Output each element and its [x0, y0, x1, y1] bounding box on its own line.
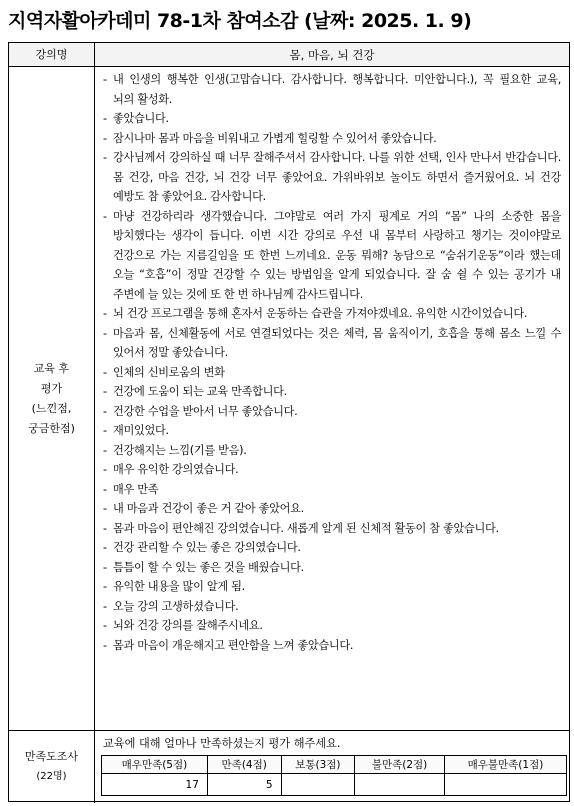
score-value-1	[444, 774, 566, 796]
lecture-name-value: 몸, 마음, 뇌 건강	[289, 47, 375, 62]
comment-item: - 뇌 건강 프로그램을 통해 혼자서 운동하는 습관을 가져야겠네요. 유익한 시간이었습니다.	[101, 304, 561, 324]
comment-item: - 건강한 수업을 받아서 너무 좋았습니다.	[101, 402, 561, 422]
satisfaction-row	[9, 731, 569, 803]
evaluation-label-line: 교육 후	[33, 361, 70, 375]
comment-item: - 매우 유익한 강의였습니다.	[101, 460, 561, 480]
comment-item: - 좋았습니다.	[101, 109, 561, 129]
evaluation-comments	[95, 67, 569, 730]
score-header-1: 매우불만족(1점)	[444, 756, 566, 774]
comment-item: - 건강에 도움이 되는 교육 만족합니다.	[101, 382, 561, 402]
satisfaction-label	[9, 731, 95, 803]
comment-item: - 내 인생의 행복한 인생(고맙습니다. 감사합니다. 행복합니다. 미안합니다.), 꼭 필요한 교육, 뇌의 활성화.	[101, 70, 561, 109]
evaluation-label-line: (느낀점,	[31, 401, 72, 415]
comment-item: - 건강 관리할 수 있는 좋은 강의였습니다.	[101, 538, 561, 558]
score-value-5: 17	[102, 774, 208, 796]
comment-list	[95, 67, 569, 655]
lecture-name-label: 강의명	[9, 43, 95, 66]
satisfaction-label-text: 만족도조사	[24, 750, 79, 763]
survey-table	[8, 42, 570, 802]
satisfaction-question: 교육에 대해 얼마나 만족하셨는지 평가 해주세요.	[103, 737, 341, 750]
comment-item: - 몸과 마음이 개운해지고 편안함을 느껴 좋았습니다.	[101, 636, 561, 656]
evaluation-label-line: 평가	[40, 381, 63, 395]
comment-item: - 재미있었다.	[101, 421, 561, 441]
satisfaction-score-table	[101, 755, 567, 796]
score-value-4: 5	[207, 774, 281, 796]
score-header-5: 매우만족(5점)	[102, 756, 208, 774]
comment-item: - 매우 만족	[101, 480, 561, 500]
comment-item: - 오늘 강의 고생하셨습니다.	[101, 597, 561, 617]
comment-item: - 인체의 신비로움의 변화	[101, 363, 561, 383]
score-value-2	[355, 774, 445, 796]
score-value-row	[102, 774, 567, 796]
respondent-count: (22명)	[36, 771, 67, 782]
score-header-2: 불만족(2점)	[355, 756, 445, 774]
comment-item: - 몸과 마음이 편안해진 강의였습니다. 새롭게 알게 된 신체적 활동이 참 좋았습니다.	[101, 519, 561, 539]
score-value-3	[281, 774, 355, 796]
comment-item: - 잠시나마 몸과 마음을 비워내고 가볍게 힐링할 수 있어서 좋았습니다.	[101, 129, 561, 149]
comment-item: - 내 마음과 건강이 좋은 거 같아 좋았어요.	[101, 499, 561, 519]
evaluation-label-line: 궁금한점)	[28, 421, 75, 435]
evaluation-row	[9, 67, 569, 731]
document-title: 지역자활아카데미 78-1차 참여소감 (날짜: 2025. 1. 9)	[8, 10, 472, 32]
score-header-row	[102, 756, 567, 774]
score-header-4: 만족(4점)	[207, 756, 281, 774]
score-header-3: 보통(3점)	[281, 756, 355, 774]
comment-item: - 건강해지는 느낌(기를 받음).	[101, 441, 561, 461]
comment-item: - 강사님께서 강의하실 때 너무 잘해주셔서 감사합니다. 나를 위한 선택, 인사 만나서 반갑습니다. 몸 건강, 마음 건강, 뇌 건강 너무 좋았어요. 가위바위보 놀이도 하면서 즐거웠어요. 뇌 건강 예방도 참 좋았어요. 감사합니다.	[101, 148, 561, 207]
comment-item: - 마냥 건강하리라 생각했습니다. 그야말로 여러 가지 핑계로 거의 “몸” 나의 소중한 몸을 방치했다는 생각이 듭니다. 이번 시간 강의로 우선 내 몸부터 사랑하고 챙기는 것이야말로 건강으로 가는 지름길임을 또 한번 느끼네요. 운동 뭐해? 농담으로 “숨쉬기운동”이라 했는데 오늘 “호흡”이 정말 건강할 수 있는 방법임을 알게 되었습니다. 잘 숨 쉴 수 있는 공기가 내 주변에 늘 있는 것에 또 한 번 하나님께 감사드립니다.	[101, 207, 561, 305]
evaluation-label	[9, 67, 95, 730]
comment-item: - 뇌와 건강 강의를 잘해주시네요.	[101, 616, 561, 636]
satisfaction-content	[95, 731, 569, 803]
comment-item: - 마음과 몸, 신체활동에 서로 연결되었다는 것은 체력, 몸 움직이기, 호흡을 통해 몸소 느낄 수 있어서 정말 좋았습니다.	[101, 324, 561, 363]
comment-item: - 유익한 내용을 많이 알게 됨.	[101, 577, 561, 597]
comment-item: - 틈틈이 할 수 있는 좋은 것을 배웠습니다.	[101, 558, 561, 578]
lecture-name-row	[9, 43, 569, 67]
